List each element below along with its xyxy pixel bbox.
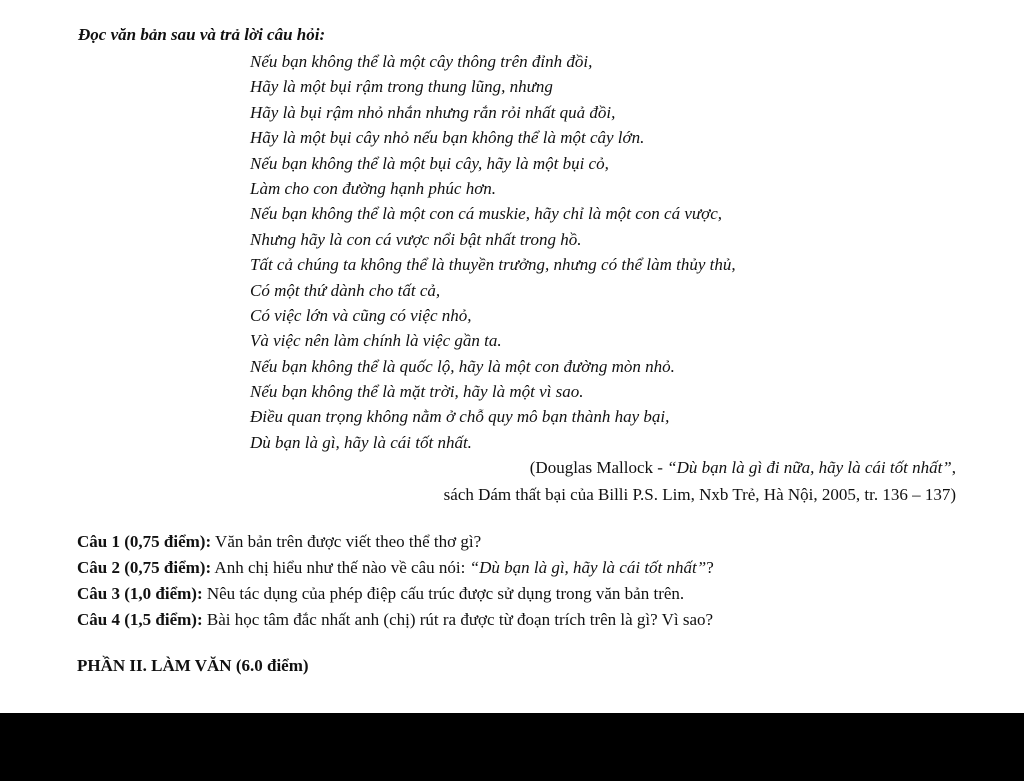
question-4 [77, 607, 714, 633]
poem-line: Có một thứ dành cho tất cả, [250, 280, 441, 300]
source-title: “Dù bạn là gì đi nữa, hãy là cái tốt nhất” [667, 458, 952, 477]
poem-block [250, 49, 736, 455]
question-text: Anh chị hiểu như thế nào về câu nói: [211, 558, 470, 577]
poem-line: Điều quan trọng không nằm ở chỗ quy mô bạn thành hay bại, [250, 407, 670, 427]
question-end: ? [706, 558, 714, 577]
question-1 [77, 529, 714, 555]
reading-instruction: Đọc văn bản sau và trả lời câu hỏi: [78, 25, 326, 44]
poem-line: Nhưng hãy là con cá vược nổi bật nhất trong hồ. [250, 229, 582, 249]
question-3 [77, 581, 714, 607]
poem-line: Có việc lớn và cũng có việc nhỏ, [250, 305, 472, 325]
question-label: Câu 1 (0,75 điểm): [77, 532, 212, 551]
poem-source-citation [444, 454, 956, 508]
bottom-black-band [0, 713, 1024, 781]
poem-line: Làm cho con đường hạnh phúc hơn. [250, 178, 497, 198]
poem-line: Nếu bạn không thể là một bụi cây, hãy là một bụi cỏ, [250, 153, 609, 173]
source-author: (Douglas Mallock - [529, 458, 668, 477]
poem-line: Và việc nên làm chính là việc gần ta. [250, 331, 502, 351]
poem-line: Nếu bạn không thể là mặt trời, hãy là một vì sao. [250, 382, 584, 402]
question-text: Bài học tâm đắc nhất anh (chị) rút ra được từ đoạn trích trên là gì? Vì sao? [202, 610, 714, 629]
question-label: Câu 4 (1,5 điểm): [77, 610, 203, 629]
question-text: Nêu tác dụng của phép điệp cấu trúc được sử dụng trong văn bản trên. [202, 584, 685, 603]
poem-line: Dù bạn là gì, hãy là cái tốt nhất. [250, 432, 472, 452]
source-line-2: sách Dám thất bại của Billi P.S. Lim, Nxb Trẻ, Hà Nội, 2005, tr. 136 – 137) [443, 485, 956, 504]
source-line-1 [444, 454, 956, 481]
poem-line: Nếu bạn không thể là một cây thông trên đỉnh đồi, [250, 52, 593, 71]
poem-line: Hãy là bụi rậm nhỏ nhắn nhưng rắn rỏi nhất quả đồi, [250, 102, 616, 122]
question-text: Văn bản trên được viết theo thể thơ gì? [211, 532, 482, 551]
question-label: Câu 2 (0,75 điểm): [77, 558, 212, 577]
poem-line: Nếu bạn không thể là một con cá muskie, hãy chỉ là một con cá vược, [250, 204, 723, 224]
source-punctuation: , [951, 458, 956, 477]
poem-line: Hãy là một bụi cây nhỏ nếu bạn không thể là một cây lớn. [250, 128, 645, 148]
question-quote: “Dù bạn là gì, hãy là cái tốt nhất” [469, 558, 707, 577]
question-list [77, 529, 714, 633]
question-label: Câu 3 (1,0 điểm): [77, 584, 203, 603]
poem-line: Tất cả chúng ta không thể là thuyền trưởng, nhưng có thể làm thủy thủ, [250, 255, 736, 275]
poem-line: Nếu bạn không thể là quốc lộ, hãy là một con đường mòn nhỏ. [250, 356, 675, 376]
section-title: PHẦN II. LÀM VĂN (6.0 điểm) [77, 656, 309, 675]
question-2 [77, 555, 714, 581]
poem-line: Hãy là một bụi rậm trong thung lũng, nhưng [250, 77, 553, 97]
